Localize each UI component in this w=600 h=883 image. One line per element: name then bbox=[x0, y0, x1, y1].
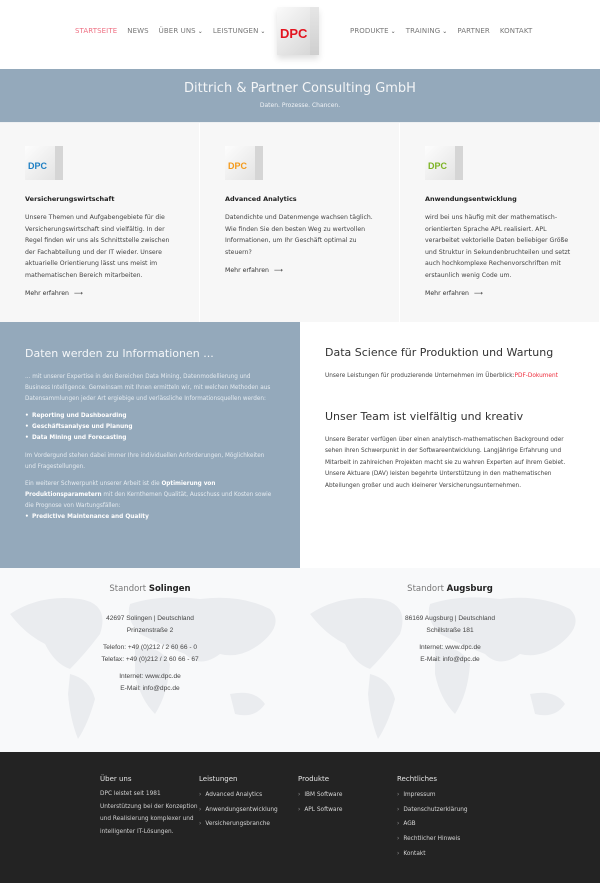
service-title: Advanced Analytics bbox=[225, 195, 297, 203]
footer-link[interactable]: › Anwendungsentwicklung bbox=[199, 803, 298, 818]
dpc-cube-icon: DPC bbox=[225, 146, 263, 180]
more-link[interactable]: Mehr erfahren ⟶ bbox=[225, 267, 283, 274]
nav-kontakt[interactable]: KONTAKT bbox=[499, 27, 533, 35]
chevron-down-icon: ⌄ bbox=[442, 27, 448, 35]
more-link[interactable]: Mehr erfahren ⟶ bbox=[425, 290, 483, 297]
info-para: Im Vordergund stehen dabei immer Ihre individuellen Anforderungen, Möglichkeiten und Fragestellungen. bbox=[25, 453, 265, 470]
footer-link[interactable]: › Rechtlicher Hinweis bbox=[397, 832, 496, 847]
dpc-cube-icon: DPC bbox=[25, 146, 63, 180]
info-list bbox=[25, 411, 275, 444]
hero-subtitle: Daten. Prozesse. Chancen. bbox=[259, 102, 341, 109]
chevron-down-icon: ⌄ bbox=[390, 27, 396, 35]
pdf-document-link[interactable]: PDF-Dokument bbox=[514, 373, 558, 379]
footer-link[interactable]: › IBM Software bbox=[298, 788, 397, 803]
email-link[interactable]: E-Mail: info@dpc.de bbox=[420, 655, 480, 663]
services-section bbox=[0, 122, 600, 322]
arrow-right-icon: ⟶ bbox=[73, 290, 83, 297]
location-augsburg: Standort Augsburg 86169 Augsburg | Deutschland Schillstraße 181 Internet: www.dpc.de E-Mail: info@dpc.de bbox=[300, 568, 600, 752]
chevron-right-icon: › bbox=[397, 792, 400, 798]
footer-produkte: Produkte › IBM Software › APL Software bbox=[298, 775, 397, 883]
phone: Telefon: +49 (0)212 / 2 60 66 - 0 bbox=[102, 644, 198, 651]
data-science-heading: Data Science für Produktion und Wartung bbox=[325, 346, 554, 359]
chevron-right-icon: › bbox=[199, 806, 202, 813]
site-footer bbox=[0, 752, 600, 883]
data-science-text: Unsere Leistungen für produzierende Unternehmen im Überblick:PDF-Dokument bbox=[325, 373, 558, 379]
chevron-right-icon: › bbox=[298, 806, 301, 813]
chevron-right-icon: › bbox=[199, 792, 202, 798]
info-intro: ... mit unserer Expertise in den Bereichen Data Mining, Datenmodellierung und Business Intelligence. Gemeinsam mit Ihnen ermitteln wir, mit welchen Methoden aus Datensammlungen jeder Art ergiebige und verlässliche Informationsquellen werden: bbox=[25, 374, 271, 402]
info-heading: Daten werden zu Informationen ... bbox=[25, 347, 214, 360]
list-item: • Reporting und Dashboarding bbox=[25, 411, 275, 422]
chevron-right-icon: › bbox=[199, 821, 202, 828]
footer-about: Über uns DPC leistet seit 1981 Unterstützung bei der Konzeption und Realisierung komplexer und intelligenter IT-Lösungen. bbox=[100, 775, 198, 835]
nav-leistungen[interactable]: LEISTUNGEN ⌄ bbox=[212, 27, 266, 35]
chevron-right-icon: › bbox=[397, 806, 400, 813]
chevron-right-icon: › bbox=[397, 821, 400, 828]
nav-startseite[interactable]: STARTSEITE bbox=[75, 27, 118, 35]
footer-rechtliches: Rechtliches › Impressum › Datenschutzerklärung › AGB › Rechtlicher Hinweis › Kontakt bbox=[397, 775, 496, 883]
chevron-right-icon: › bbox=[397, 850, 400, 857]
locations-section bbox=[0, 568, 600, 752]
footer-link[interactable]: › Impressum bbox=[397, 788, 496, 803]
service-title: Versicherungswirtschaft bbox=[25, 195, 115, 203]
website-link[interactable]: Internet: www.dpc.de bbox=[119, 673, 181, 680]
nav-news[interactable]: NEWS bbox=[127, 27, 149, 35]
location-solingen: Standort Solingen 42697 Solingen | Deutschland Prinzenstraße 2 Telefon: +49 (0)212 / 2 60 66 - 0 Telefax: +49 (0)212 / 2 60 66 - 67 Internet: www.dpc.de E-Mail: info@dpc.de bbox=[0, 568, 300, 752]
arrow-right-icon: ⟶ bbox=[473, 290, 483, 297]
chevron-right-icon: › bbox=[397, 836, 400, 843]
service-card-versicherung bbox=[0, 123, 200, 322]
nav-partner[interactable]: PARTNER bbox=[457, 27, 490, 35]
footer-link[interactable]: › Versicherungsbranche bbox=[199, 817, 298, 832]
location-title: Standort Solingen bbox=[109, 584, 191, 594]
nav-ueber-uns[interactable]: ÜBER UNS ⌄ bbox=[158, 27, 203, 35]
location-title: Standort Augsburg bbox=[407, 584, 493, 594]
hero-banner bbox=[0, 69, 600, 122]
fax: Telefax: +49 (0)212 / 2 60 66 - 67 bbox=[101, 655, 199, 663]
chevron-down-icon: ⌄ bbox=[260, 27, 266, 35]
chevron-down-icon: ⌄ bbox=[197, 27, 203, 35]
service-card-analytics bbox=[200, 123, 400, 322]
service-text: Datendichte und Datenmenge wachsen täglich. Wie finden Sie den besten Weg zu wertvollen Informationen, um Ihr Geschäft optimal zu steuern? bbox=[225, 214, 373, 256]
nav-training[interactable]: TRAINING ⌄ bbox=[405, 27, 448, 35]
arrow-right-icon: ⟶ bbox=[273, 267, 283, 274]
email-link[interactable]: E-Mail: info@dpc.de bbox=[120, 684, 180, 692]
info-list-2 bbox=[25, 512, 275, 523]
dpc-logo[interactable]: DPC bbox=[275, 4, 323, 64]
site-header bbox=[0, 0, 600, 69]
data-info-panel bbox=[0, 322, 300, 568]
website-link[interactable]: Internet: www.dpc.de bbox=[419, 644, 481, 651]
list-item: • Geschäftsanalyse und Planung bbox=[25, 422, 275, 433]
team-text: Unsere Berater verfügen über einen analytisch-mathematischen Background oder sehen ihren Schwerpunkt in der Softwareentwicklung. Langjährige Erfahrung und Mitarbeit in zahlreichen Projekten macht sie zu wahren Experten auf ihrem Gebiet. Unsere Aktuare (DAV) leisten begehrte Unterstützung in den mathematischen Abteilungen großer und auch kleinerer Versicherungsunternehmen. bbox=[325, 436, 566, 489]
nav-produkte[interactable]: PRODUKTE ⌄ bbox=[350, 27, 396, 35]
team-heading: Unser Team ist vielfältig und kreativ bbox=[325, 409, 524, 423]
footer-link[interactable]: › APL Software bbox=[298, 803, 397, 818]
footer-link[interactable]: › Datenschutzerklärung bbox=[397, 803, 496, 818]
footer-link[interactable]: › Advanced Analytics bbox=[199, 788, 298, 803]
footer-leistungen: Leistungen › Advanced Analytics › Anwendungsentwicklung › Versicherungsbranche bbox=[199, 775, 298, 883]
list-item: • Predictive Maintenance and Quality bbox=[25, 512, 275, 523]
service-text: Unsere Themen und Aufgabengebiete für die Versicherungswirtschaft sind vielfältig. In der Regel finden wir uns als Schnittstelle zwischen der Fachabteilung und der IT wieder. Unsere aktuarielle Orientierung lässt uns meist im mathematischen Bereich mitarbeiten. bbox=[25, 214, 170, 279]
service-card-anwendung bbox=[400, 123, 600, 322]
info-para: Ein weiterer Schwerpunkt unserer Arbeit ist die Optimierung von Produktionsparametern mit den Kernthemen Qualität, Ausschuss und Kosten sowie die Prognose von Wartungsfällen: bbox=[25, 481, 272, 509]
team-panel bbox=[300, 322, 600, 568]
main-nav-right bbox=[350, 27, 532, 35]
dpc-cube-icon: DPC bbox=[425, 146, 463, 180]
list-item: • Data Mining und Forecasting bbox=[25, 433, 275, 444]
info-section bbox=[0, 322, 600, 568]
service-title: Anwendungsentwicklung bbox=[425, 195, 517, 203]
main-nav-left bbox=[75, 27, 266, 35]
footer-link[interactable]: › AGB bbox=[397, 817, 496, 832]
hero-title: Dittrich & Partner Consulting GmbH bbox=[184, 81, 416, 96]
footer-link[interactable]: › Kontakt bbox=[397, 847, 496, 862]
chevron-right-icon: › bbox=[298, 792, 301, 798]
more-link[interactable]: Mehr erfahren ⟶ bbox=[25, 290, 83, 297]
service-text: wird bei uns häufig mit der mathematisch-orientierten Sprache APL realisiert. APL verarbeitet vektorielle Daten beliebiger Größe und Struktur in Sekundenbruchteilen und setzt auch hochkomplexe Rechenvorschriften mit erstaunlich wenig Code um. bbox=[425, 214, 571, 279]
